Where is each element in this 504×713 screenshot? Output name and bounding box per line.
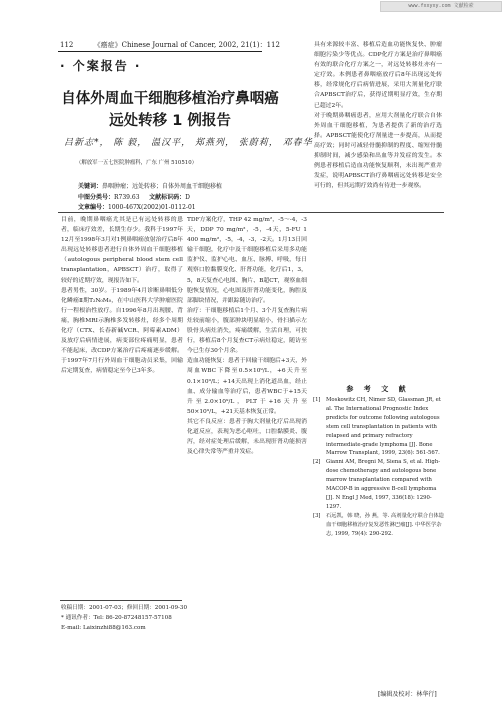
title-line-1: 自体外周血干细胞移植治疗鼻咽癌: [61, 91, 279, 107]
clc-code: R739.63: [114, 194, 140, 201]
column-tag: · 个案报告 ·: [60, 59, 142, 73]
email: E-mail: Laixinzhi88@163.com: [61, 625, 146, 631]
article-title: [58, 88, 282, 132]
paragraph: 具有来源较丰富、移植后造血功能恢复快、肿瘤细胞污染少等优点。CDP化疗方案是治疗鼻咽癌有效的联合化疗方案之一，对远处转移灶亦有一定疗效。本例患者鼻咽癌放疗后8年出现远处转移，经常规化疗后病情进展，采用大剂量化疗联合APBSCT治疗后，获得近期明显疗效，生存期已超过2年。: [314, 42, 442, 109]
watermark-strip: www.fxxyxy.com 文献检索: [380, 1, 502, 12]
paragraph: 治疗：干细胞移植后1个月、3个月复查胸片病灶较前缩小，腹部肿块明显缩小，骨扫描示左股骨头病灶消失，疼痛缓解，生活自理，可扶行，移植后8个月复查CT示病灶稳定，随访至今已生存30个月余。: [187, 307, 307, 355]
paragraph: 其它不良反应：患者于胸大剂量化疗后出现消化道反应，表现为恶心呕吐，口腔黏膜炎、腹泻，经对症处理后缓解，未出现肝肾功能损害及心律失常等严重并发症。: [187, 418, 307, 456]
reference-item: [313, 458, 445, 511]
reference-number: [2]: [313, 459, 321, 466]
reference-number: [1]: [313, 397, 321, 403]
body-column-3: [314, 40, 442, 380]
references-heading: 参 考 文 献: [346, 385, 410, 393]
corresponding-author: * 通讯作者：Tel: 86-20-87248157-57108: [61, 615, 172, 621]
author-list: 吕新志*， 陈 毅， 温汉平， 郑燕列， 张蔚莉， 邓春华: [64, 138, 313, 148]
reference-item: [313, 396, 445, 458]
keywords: 鼻咽肿瘤；远处转移；自体外周血干细胞移植: [102, 183, 223, 190]
classification-line: [78, 192, 190, 201]
paragraph: 对于晚期鼻咽癌患者，应用大剂量化疗联合自体外周血干细胞移植，为患者提供了新的治疗选择。APBSCT能使化疗剂量进一步提高，从而提高疗效；同时可减轻骨髓抑制的程度、缩短骨髓抑制时间，减少感染和出血等并发症的发生。本例患者移植后造血功能恢复顺利，未出现严重并发症，说明APBSCT治疗鼻咽癌远处转移是安全可行的，但其远期疗效尚有待进一步观察。: [314, 112, 442, 190]
article-number-line: [78, 202, 196, 211]
reference-number: [3]: [313, 512, 321, 519]
journal-citation: 《癌症》Chinese Journal of Cancer, 2002, 21(1)：112: [93, 41, 280, 49]
title-line-2: 远处转移 1 例报告: [109, 113, 231, 129]
doc-code-label: 文献标识码：: [149, 194, 186, 201]
footnote-dates: [61, 603, 188, 613]
reference-item: [313, 512, 445, 539]
article-no-label: 文章编号：: [78, 204, 109, 211]
keywords-label: 关键词：: [78, 183, 103, 190]
paragraph: 造血功能恢复：患者于回输干细胞后+3天，外周血WBC下降至0.5×10⁹/L，+6天升至0.1×10⁹/L；+14天出现上消化道出血，经止血、成分输血等治疗后，患者WBC于+15天升至2.0×10⁹/L，PLT于+16天升至50×10⁹/L，+21天基本恢复正常。: [187, 358, 307, 415]
paragraph: 目前，晚期鼻咽癌尤其是已有远处转移的患者，临床疗效差，长期生存少。我科于1997年12月至1998年3月对1例鼻咽癌放射治疗后8年出现远处转移患者进行自体外周血干细胞移植（autologous peripheral blood stem cell transplantation，APBSCT）治疗，取得了较好的近期疗效，现报告如下。: [61, 217, 183, 284]
reference-text: 石远凯，韩 晓，孙 燕，等. 高剂量化疗联合自体造血干细胞移植治疗复发恶性淋巴瘤[J]. 中华医学杂志, 1999, 79(4): 290-292.: [326, 512, 444, 537]
clc-label: 中图分类号：: [78, 194, 115, 201]
body-column-2: [187, 215, 307, 709]
footnote-rule: [60, 600, 182, 601]
reference-text: Moskowitz CH, Nimer SD, Glassman JR, et al. The International Prognostic Index predicts for outcome following autologous stem cell transplantation in patients with relapsed and primary refractory intermediate-grade lymphoma [J]. Bone Marrow Transplant, 1999, 23(6): 561-567.: [326, 397, 441, 457]
received-date: 收稿日期：2001-07-03；: [61, 605, 127, 611]
article-number: 1000-467X(2002)01-0112-01: [108, 204, 196, 211]
paragraph: TDF方案化疗，THP 42 mg/m²，-5～-4，-3天，DDP 70 mg/m²，-5，-4天，5-FU 1 400 mg/m²，-5，-4，-3，-2天。1月13日回输干细胞，化疗中及干细胞移植后采用多功能监护仪、监护心电、血压、脉搏、呼吸，每日观察口腔黏膜变化、肝肾功能，化疗后1，3，5，8天复查心电图、胸片、B超CT，观察血细胞恢复情况，心电图及肝肾功能变化，胸腔及部脚块情况，并跟踪随访治疗。: [187, 217, 307, 304]
paragraph: 患者男性，30岁。于1989年4月诊断鼻咽低分化鳞癌Ⅱ期T₂N₀M₀，在中山医科大学肿瘤医院行一程根治性放疗。自1996年8月出现腰、背痛，胸椎MRI示胸椎多发转移灶，经多个周期化疗（CTX、长春新碱VCR、阿霉素ADM）及放疗后病情进展，病变部位疼痛明显，患者不能起床，改CDP方案治疗后疼痛逐步缓解。于1997年7月行外周血干细胞动员采集，回输后定期复查，病情稳定至今已3年多。: [61, 287, 183, 375]
editor-note: [编辑及校对：林华行]: [378, 691, 437, 698]
affiliation: （解放军一五七医院肿瘤科，广东 广州 510510）: [76, 160, 198, 166]
body-column-1: [61, 215, 183, 585]
keywords-line: [78, 181, 222, 190]
doc-code: D: [185, 194, 190, 201]
reference-list: [313, 396, 445, 539]
page-number: 112: [60, 41, 74, 49]
footnote: [61, 603, 188, 633]
revised-date: 修回日期：2001-09-30: [126, 605, 188, 611]
reference-text: Gianni AM, Bregni M, Siena S, et al. High-dose chemotherapy and autologous bone marrow transplantation compared with MACOP-B in aggressive B-cell lymphoma [J]. N Engl J Med, 1997, 336(18): 1290-1297.: [326, 459, 441, 510]
header-rule: [58, 51, 262, 52]
running-head: [60, 40, 280, 50]
